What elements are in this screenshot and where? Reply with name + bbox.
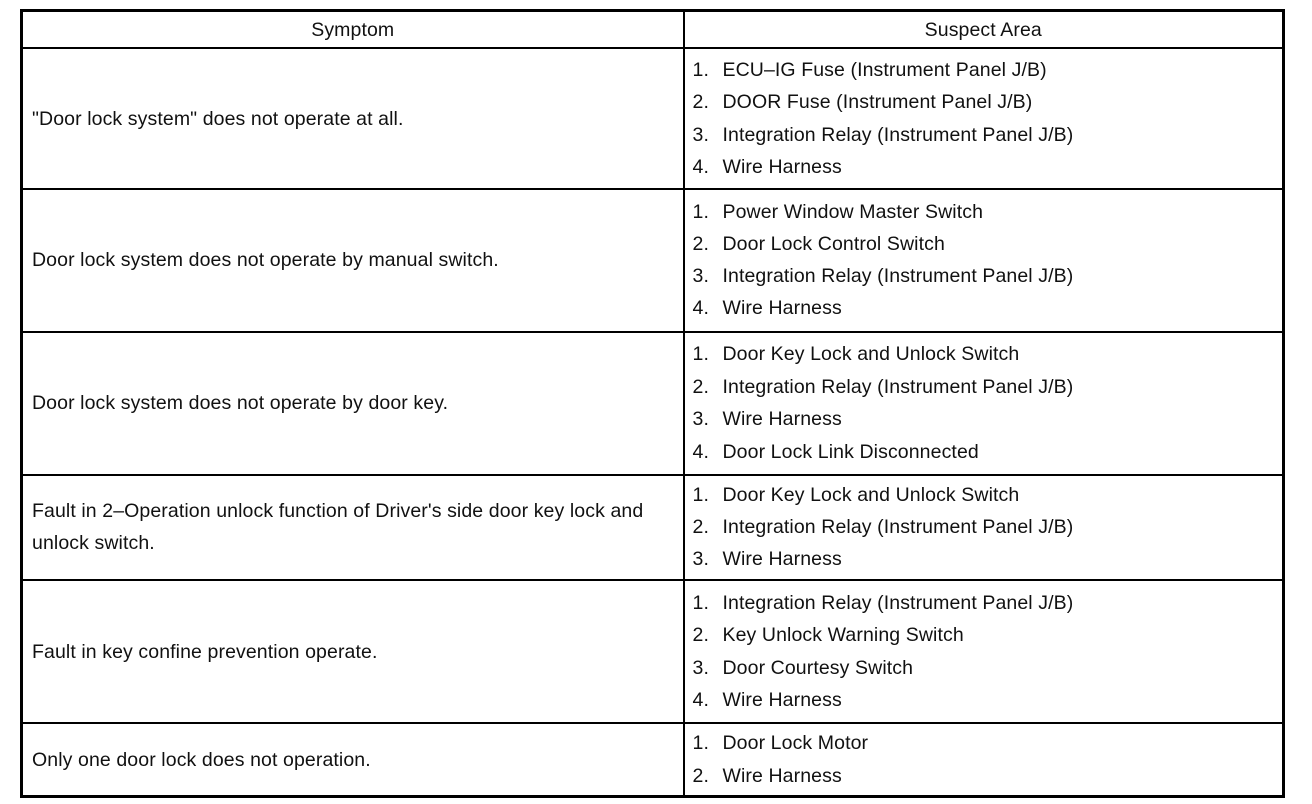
suspect-list [693, 479, 1283, 575]
table-row [22, 475, 1284, 580]
suspect-item: 1. Integration Relay (Instrument Panel J/B) [692, 591, 1074, 614]
suspect-item: 2. Wire Harness [692, 764, 842, 787]
symptom-cell: Door lock system does not operate by door key. [22, 332, 684, 475]
suspect-item: 1. Door Key Lock and Unlock Switch [692, 484, 1020, 507]
table-row [22, 332, 1284, 475]
suspect-item: 2. Key Unlock Warning Switch [692, 624, 964, 647]
table-row [22, 580, 1284, 723]
suspect-list [693, 587, 1283, 717]
suspect-area-cell [684, 48, 1284, 189]
suspect-item: 2. Integration Relay (Instrument Panel J/B) [692, 516, 1074, 539]
suspect-item: 1. Door Lock Motor [692, 732, 869, 755]
suspect-list [693, 54, 1283, 184]
suspect-item: 3. Integration Relay (Instrument Panel J/B) [692, 265, 1074, 288]
suspect-item: 1. Door Key Lock and Unlock Switch [692, 343, 1020, 366]
suspect-item: 3. Wire Harness [692, 408, 842, 431]
suspect-item: 3. Integration Relay (Instrument Panel J/B) [692, 123, 1074, 146]
symptom-cell: "Door lock system" does not operate at all. [22, 48, 684, 189]
suspect-area-cell [684, 723, 1284, 796]
table-row [22, 723, 1284, 796]
suspect-item: 1. ECU–IG Fuse (Instrument Panel J/B) [692, 58, 1047, 81]
suspect-item: 3. Door Courtesy Switch [692, 656, 914, 679]
suspect-item: 4. Door Lock Link Disconnected [692, 440, 979, 463]
suspect-item: 4. Wire Harness [692, 689, 842, 712]
troubleshooting-table [20, 9, 1285, 798]
suspect-list [693, 196, 1283, 324]
symptom-cell: Only one door lock does not operation. [22, 723, 684, 796]
symptom-cell: Fault in key confine prevention operate. [22, 580, 684, 723]
suspect-area-cell [684, 580, 1284, 723]
header-symptom: Symptom [22, 11, 684, 49]
suspect-item: 4. Wire Harness [692, 297, 842, 320]
suspect-item: 1. Power Window Master Switch [692, 201, 984, 224]
table-row [22, 189, 1284, 331]
suspect-item: 2. Integration Relay (Instrument Panel J/B) [692, 375, 1074, 398]
suspect-area-cell [684, 189, 1284, 331]
header-suspect-area: Suspect Area [684, 11, 1284, 49]
suspect-item: 4. Wire Harness [692, 156, 842, 179]
suspect-area-cell [684, 332, 1284, 475]
suspect-list [693, 727, 1283, 792]
table-row [22, 48, 1284, 189]
suspect-area-cell [684, 475, 1284, 580]
suspect-item: 3. Wire Harness [692, 548, 842, 571]
header-row [22, 11, 1284, 49]
suspect-item: 2. Door Lock Control Switch [692, 233, 945, 256]
suspect-item: 2. DOOR Fuse (Instrument Panel J/B) [692, 91, 1033, 114]
symptom-cell: Door lock system does not operate by manual switch. [22, 189, 684, 331]
suspect-list [693, 338, 1283, 468]
symptom-cell: Fault in 2–Operation unlock function of Driver's side door key lock and unlock switch. [22, 475, 684, 580]
